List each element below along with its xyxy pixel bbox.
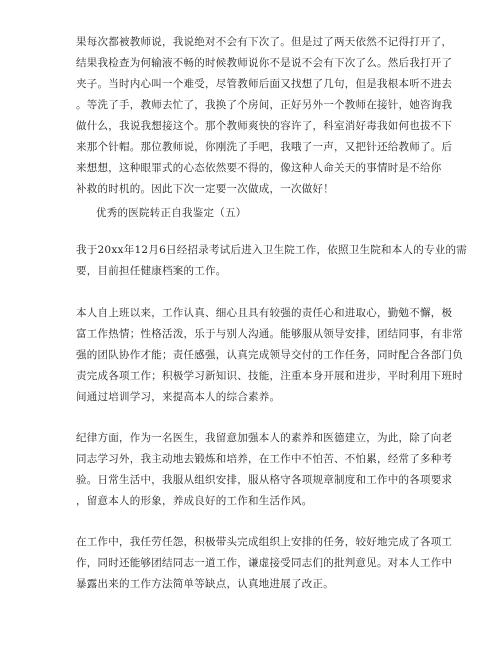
paragraph-4-line: 验。日常生活中，我服从组织安排，服从格守各项规章制度和工作中的各项要求 <box>76 474 453 486</box>
paragraph-5-line: 作，同时还能够团结同志一道工作，谦虚接受同志们的批判意见。对本人工作中 <box>76 557 453 569</box>
paragraph-4-line: 纪律方面，作为一名医生，我留意加强本人的素养和医德建立，为此，除了向老 <box>76 432 453 444</box>
paragraph-1-line: 结果我检查为何输液不畅的时候教师说你不是说不会有下次了么。然后我打开了 <box>76 57 453 69</box>
paragraph-4-line: ，留意本人的形象，养成良好的工作和生活作风。 <box>76 495 313 507</box>
section-title: 优秀的医院转正自我鉴定（五） <box>96 207 247 219</box>
paragraph-2-line: 要，目前担任健康档案的工作。 <box>76 265 227 277</box>
paragraph-3-line: 间通过培训学习，来提高本人的综合素养。 <box>76 391 281 403</box>
paragraph-1-line: 做什么，我说我想接这个。那个教师爽快的容许了，科室消好毒我如何也拔不下 <box>76 120 453 132</box>
paragraph-1-line: 夹子。当时内心叫一个难受，尽管教师后面又找想了几句，但是我根本听不进去 <box>76 78 453 90</box>
paragraph-1-line: 。等洗了手，教师去忙了，我换了个房间，正好另外一个教师在接针，她咨询我 <box>76 99 453 111</box>
paragraph-1-line: 果每次都被教师说，我说绝对不会有下次了。但是过了两天依然不记得打开了， <box>76 36 453 48</box>
paragraph-5-line: 在工作中，我任劳任怨，积极带头完成组织上安排的任务，较好地完成了各项工 <box>76 536 453 548</box>
paragraph-3-line: 本人自上班以来，工作认真、细心且具有较强的责任心和进取心，勤勉不懈，极 <box>76 307 453 319</box>
paragraph-2-line: 我于20xx年12月6日经招录考试后进入卫生院工作，依照卫生院和本人的专业的需 <box>76 244 467 256</box>
paragraph-3-line: 富工作热情；性格活泼，乐于与别人沟通。能够服从领导安排，团结同事，有非常 <box>76 328 463 340</box>
paragraph-5-line: 暴露出来的工作方法简单等缺点，认真地进展了改正。 <box>76 578 334 590</box>
paragraph-3-line: 责完成各项工作；积极学习新知识、技能，注重本身开展和进步，平时利用下班时 <box>76 370 463 382</box>
paragraph-4-line: 同志学习外，我主动地去锻炼和培养，在工作中不怕苦、不怕累，经常了多种考 <box>76 453 453 465</box>
paragraph-1-line: 来那个针帽。那位教师说，你刚洗了手吧，我哦了一声，又把针还给教师了。后 <box>76 141 453 153</box>
paragraph-3-line: 强的团队协作才能；责任感强，认真完成领导交付的工作任务，同时配合各部门负 <box>76 349 463 361</box>
paragraph-1-line: 补救的时机的。因此下次一定要一次做成，一次做好！ <box>76 183 334 195</box>
paragraph-1-line: 来想想，这种眼罪式的心态依然要不得的，像这种人命关天的事情时是不给你 <box>76 162 442 174</box>
